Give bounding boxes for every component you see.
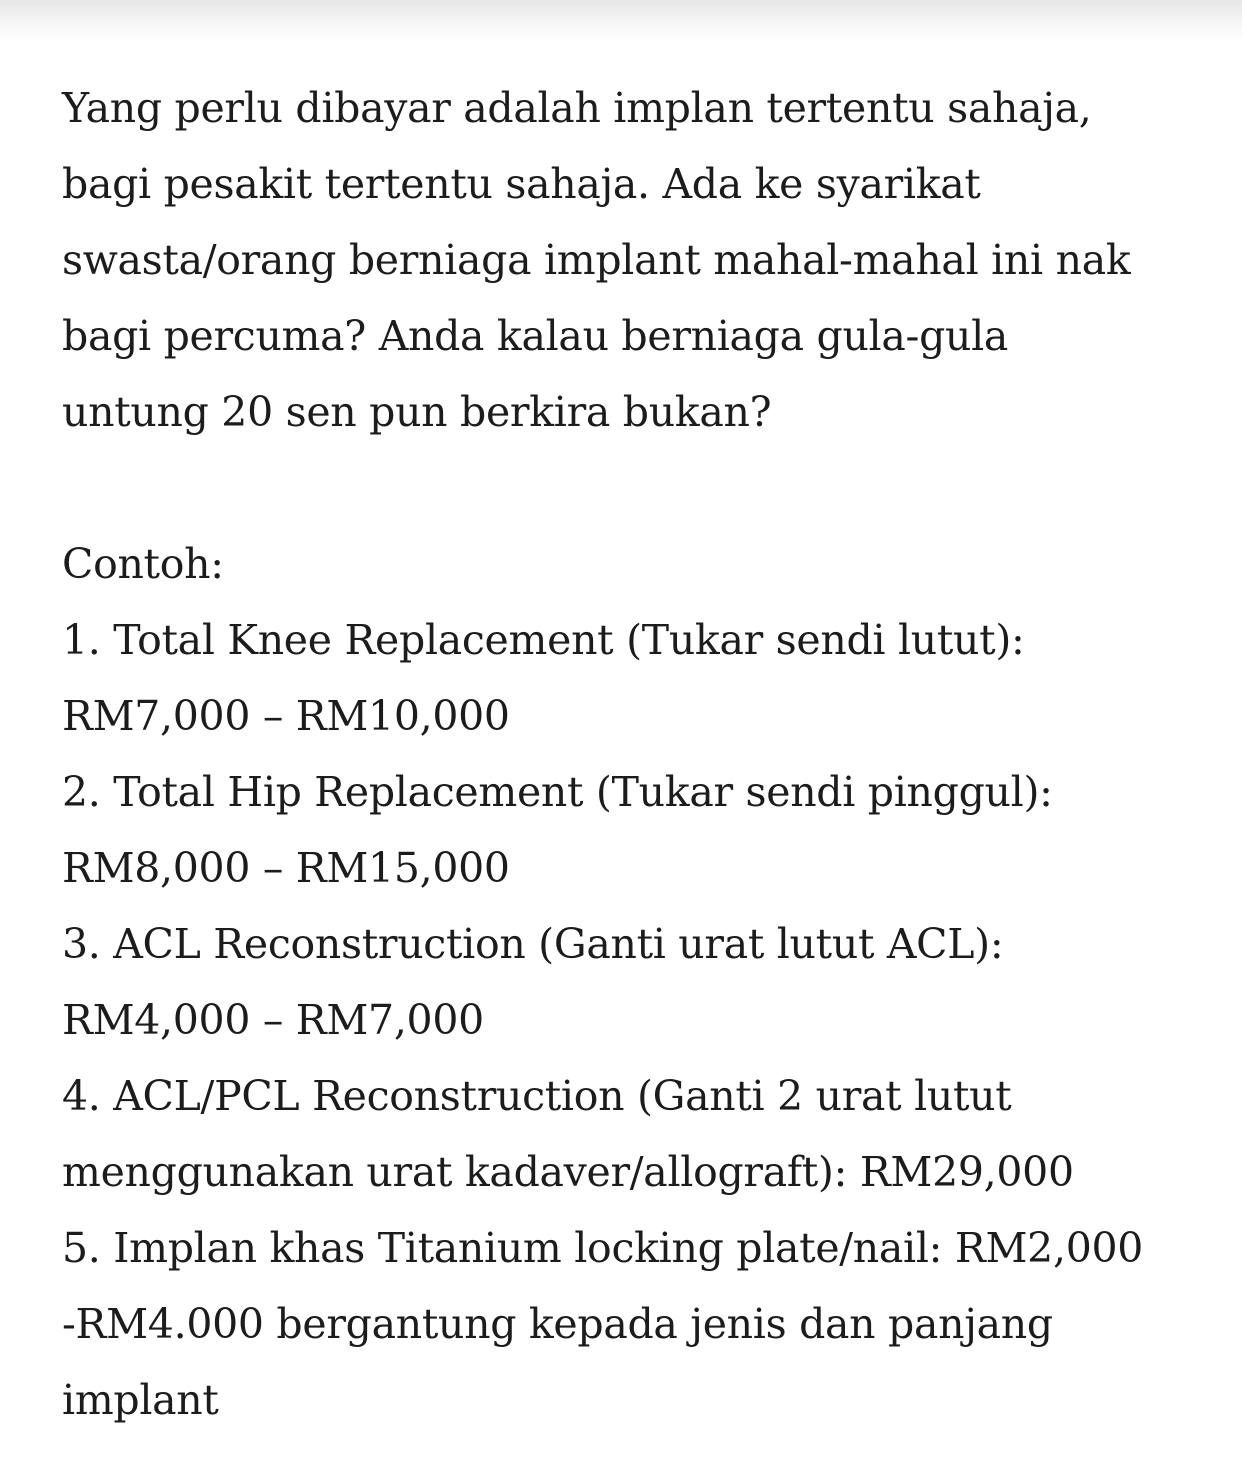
- intro-line: bagi pesakit tertentu sahaja. Ada ke syarikat: [62, 160, 981, 208]
- example-line: 5. Implan khas Titanium locking plate/nail: RM2,000: [62, 1224, 1144, 1272]
- example-line: RM4,000 – RM7,000: [62, 996, 484, 1044]
- example-line: RM7,000 – RM10,000: [62, 692, 510, 740]
- example-line: implant: [62, 1376, 219, 1424]
- example-line: 1. Total Knee Replacement (Tukar sendi lutut):: [62, 616, 1025, 664]
- example-line: menggunakan urat kadaver/allograft): RM29,000: [62, 1148, 1074, 1196]
- intro-line: swasta/orang berniaga implant mahal-mahal ini nak: [62, 236, 1131, 284]
- example-line: 4. ACL/PCL Reconstruction (Ganti 2 urat lutut: [62, 1072, 1012, 1120]
- article-body: [62, 70, 1222, 1438]
- intro-line: untung 20 sen pun berkira bukan?: [62, 388, 772, 436]
- examples-heading: Contoh:: [62, 540, 224, 588]
- intro-line: bagi percuma? Anda kalau berniaga gula-gula: [62, 312, 1009, 360]
- paragraph-spacer: [62, 450, 1222, 526]
- example-line: 3. ACL Reconstruction (Ganti urat lutut ACL):: [62, 920, 1004, 968]
- top-bar-shadow: [0, 0, 1242, 42]
- example-line: -RM4.000 bergantung kepada jenis dan panjang: [62, 1300, 1053, 1348]
- example-line: 2. Total Hip Replacement (Tukar sendi pinggul):: [62, 768, 1053, 816]
- intro-line: Yang perlu dibayar adalah implan tertentu sahaja,: [62, 84, 1092, 132]
- example-line: RM8,000 – RM15,000: [62, 844, 510, 892]
